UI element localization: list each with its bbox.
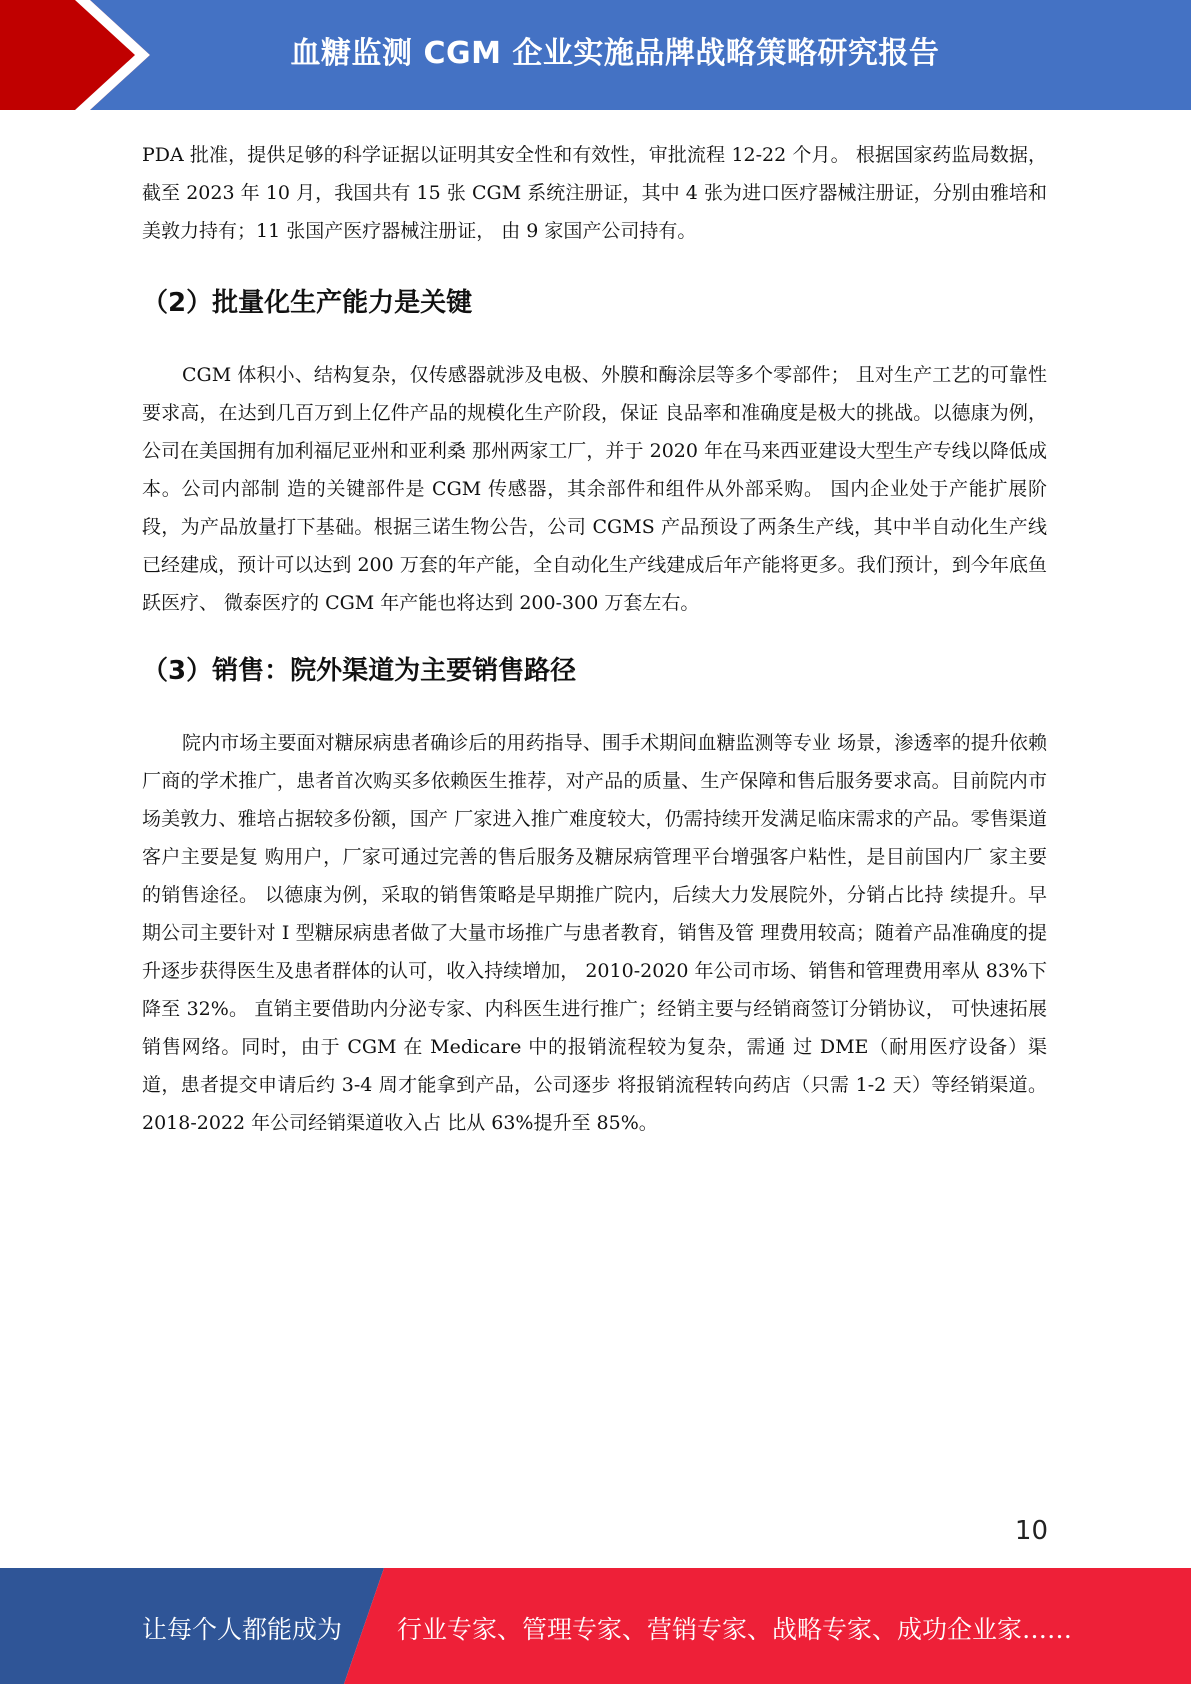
footer-slogan-right: 行业专家、管理专家、营销专家、战略专家、成功企业家…… xyxy=(397,1615,1073,1644)
section-heading-production: （2）批量化生产能力是关键 xyxy=(142,288,473,318)
page-content xyxy=(142,136,1047,1142)
paragraph-sales: 院内市场主要面对糖尿病患者确诊后的用药指导、围手术期间血糖监测等专业 场景，渗透率的提升依赖厂商的学术推广，患者首次购买多依赖医生推荐，对产品的质量、生产保障和售后服务要求高。目前院内市场美敦力、雅培占据较多份额，国产 厂家进入推广难度较大，仍需持续开发满足临床需求的产品。零售渠道客户主要是复 购用户，厂家可通过完善的售后服务及糖尿病管理平台增强客户粘性，是目前国内厂 家主要的销售途径。 以德康为例，采取的销售策略是早期推广院内，后续大力发展院外，分销占比持 续提升。早期公司主要针对 I 型糖尿病患者做了大量市场推广与患者教育，销售及管 理费用较高；随着产品准确度的提升逐步获得医生及患者群体的认可，收入持续增加， 2010-2020 年公司市场、销售和管理费用率从 83%下降至 32%。 直销主要借助内分泌专家、内科医生进行推广；经销主要与经销商签订分销协议， 可快速拓展销售网络。同时，由于 CGM 在 Medicare 中的报销流程较为复杂，需通 过 DME（耐用医疗设备）渠道，患者提交申请后约 3-4 周才能拿到产品，公司逐步 将报销流程转向药店（只需 1-2 天）等经销渠道。 2018-2022 年公司经销渠道收入占 比从 63%提升至 85%。 xyxy=(142,732,1047,1134)
paragraph-registration: PDA 批准，提供足够的科学证据以证明其安全性和有效性，审批流程 12-22 个月。 根据国家药监局数据，截至 2023 年 10 月，我国共有 15 张 CGM 系统注册证，其中 4 张为进口医疗器械注册证，分别由雅培和美敦力持有；11 张国产医疗器械注册证， 由 9 家国产公司持有。 xyxy=(142,144,1047,242)
page-header xyxy=(0,0,1191,110)
report-title: 血糖监测 CGM 企业实施品牌战略策略研究报告 xyxy=(290,36,940,71)
footer-slogan-left: 让每个人都能成为 xyxy=(142,1615,343,1644)
page-number: 10 xyxy=(1014,1516,1048,1546)
section-heading-sales: （3）销售：院外渠道为主要销售路径 xyxy=(142,656,577,686)
paragraph-production: CGM 体积小、结构复杂，仅传感器就涉及电极、外膜和酶涂层等多个零部件； 且对生产工艺的可靠性要求高，在达到几百万到上亿件产品的规模化生产阶段，保证 良品率和准确度是极大的挑战。以德康为例，公司在美国拥有加利福尼亚州和亚利桑 那州两家工厂，并于 2020 年在马来西亚建设大型生产专线以降低成本。公司内部制 造的关键部件是 CGM 传感器，其余部件和组件从外部采购。 国内企业处于产能扩展阶段，为产品放量打下基础。根据三诺生物公告，公司 CGMS 产品预设了两条生产线，其中半自动化生产线已经建成，预计可以达到 200 万套的年产能，全自动化生产线建成后年产能将更多。我们预计，到今年底鱼跃医疗、 微泰医疗的 CGM 年产能也将达到 200-300 万套左右。 xyxy=(142,364,1047,614)
page-footer xyxy=(0,1568,1191,1684)
